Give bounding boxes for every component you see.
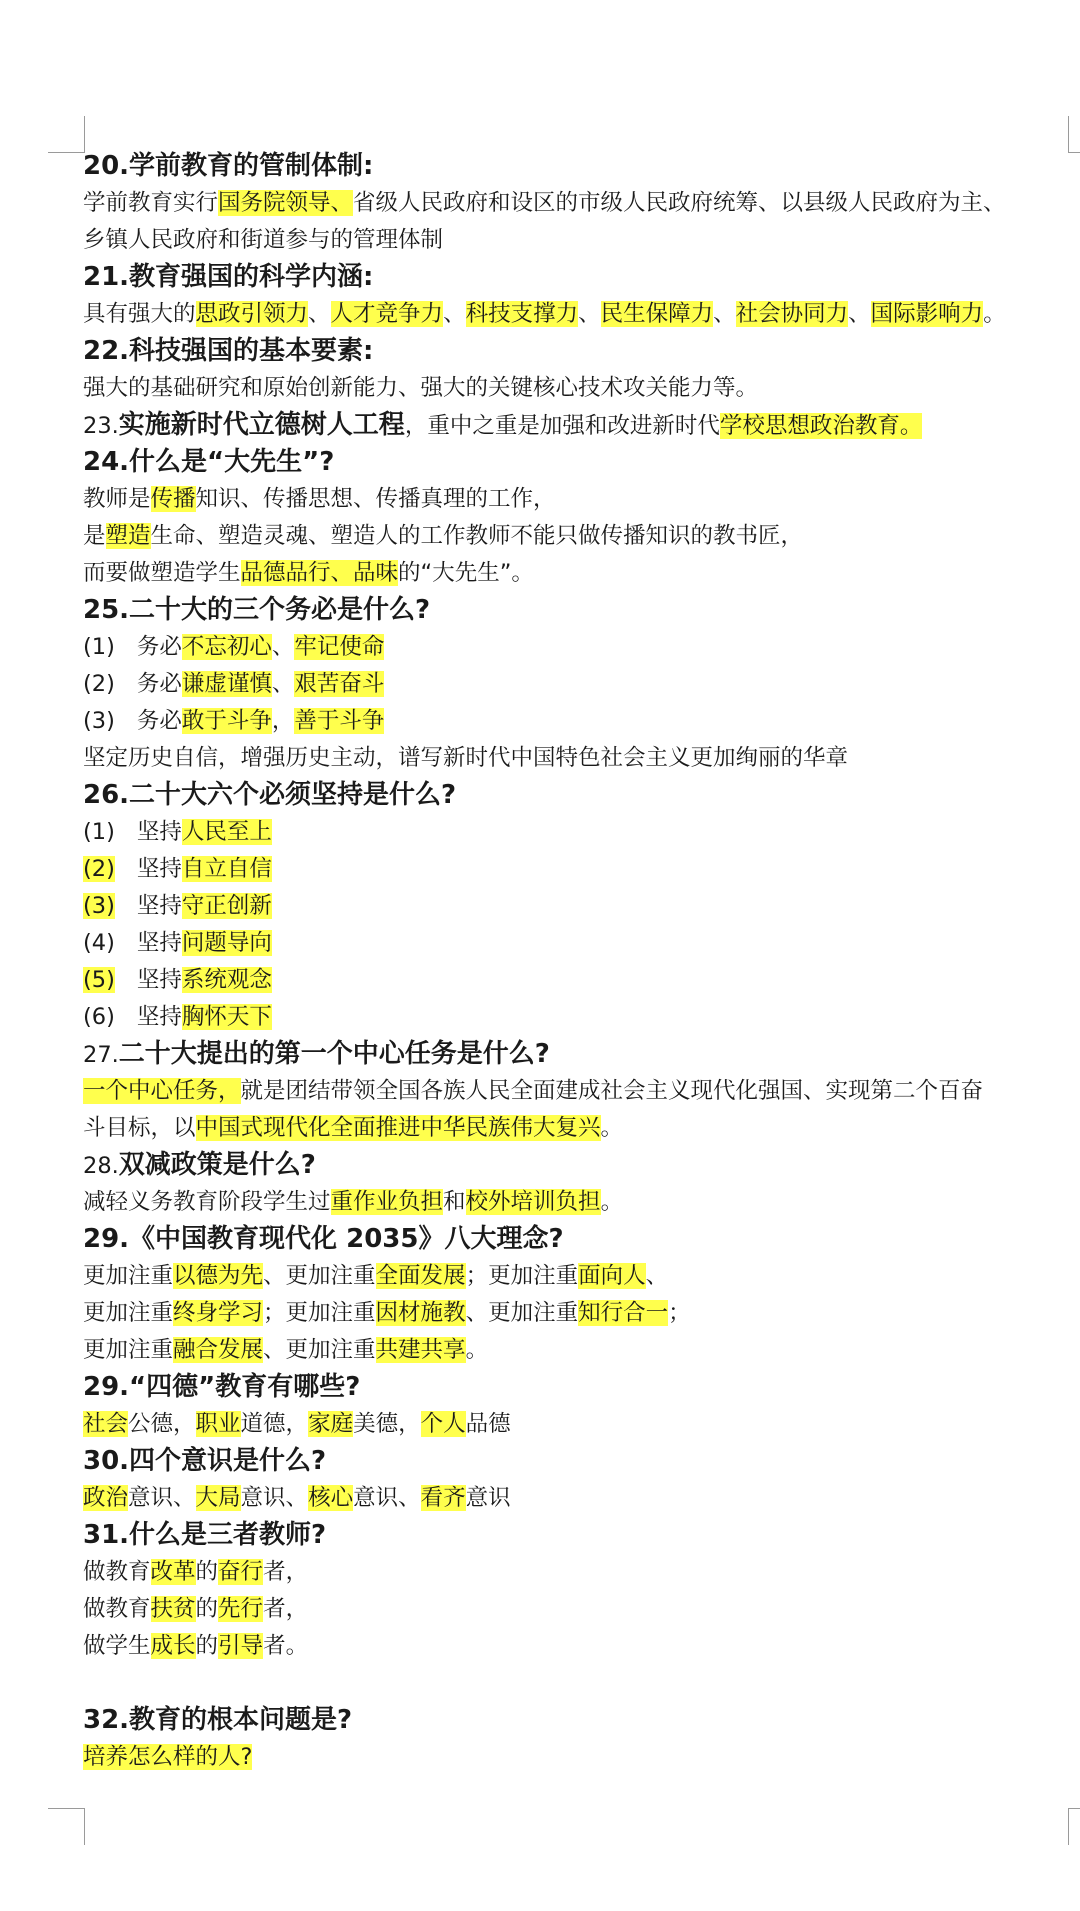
highlighted-text: 引导 [218, 1633, 264, 1659]
highlighted-text: 校外培训负担 [465, 1189, 601, 1215]
text-segment: 的 [195, 1596, 219, 1622]
highlighted-text: 人民至上 [181, 819, 272, 845]
text-segment: 具有强大的 [83, 301, 196, 327]
section-heading [83, 148, 1075, 185]
text-segment: 坚持 [136, 967, 182, 993]
text-segment: 25.二十大的三个务必是什么? [83, 595, 431, 625]
highlighted-text: 社会协同力 [735, 301, 849, 327]
highlighted-text: 思政引领力 [195, 301, 309, 327]
highlighted-text: 先行 [218, 1596, 264, 1622]
text-segment: 道德， [240, 1411, 309, 1437]
text-segment: 者， [263, 1559, 309, 1585]
section-heading [83, 333, 1075, 370]
highlighted-text: 政治 [83, 1485, 129, 1511]
text-segment: 坚持 [136, 893, 182, 919]
text-segment: 知识、传播思想、传播真理的工作， [195, 486, 556, 512]
text-segment: 、更加注重 [263, 1263, 376, 1289]
blank-line [83, 1665, 1075, 1702]
highlighted-text: 品德品行、品味 [240, 560, 399, 586]
text-segment: 意识、 [353, 1485, 421, 1511]
highlighted-text: 敢于斗争 [181, 708, 272, 734]
text-segment: ；更加注重 [465, 1263, 579, 1289]
text-segment: 斗目标，以 [83, 1115, 196, 1141]
text-line [83, 962, 1075, 999]
text-line [83, 1295, 1075, 1332]
highlighted-text: 个人 [420, 1411, 466, 1437]
text-segment: 29.“四德”教育有哪些? [83, 1372, 361, 1402]
text-segment: 者。 [263, 1633, 309, 1659]
text-segment: (6) [83, 1004, 115, 1030]
highlighted-text: 奋行 [218, 1559, 264, 1585]
highlighted-text: 共建共享 [375, 1337, 466, 1363]
text-segment: 更加注重 [83, 1337, 174, 1363]
text-segment: 意识 [465, 1485, 511, 1511]
text-segment: 32.教育的根本问题是? [83, 1705, 353, 1735]
text-segment: 28. [83, 1153, 119, 1179]
text-segment: 做教育 [83, 1596, 151, 1622]
text-line [83, 999, 1075, 1036]
highlighted-text: 国务院领导 [218, 190, 331, 216]
text-segment: 30.四个意识是什么? [83, 1446, 327, 1476]
text-segment: 。 [600, 1189, 624, 1215]
text-line [83, 1628, 1075, 1665]
text-line [83, 629, 1075, 666]
text-segment: ，重中之重是加强和改进新时代 [404, 413, 720, 439]
text-segment: 更加注重 [83, 1300, 174, 1326]
text-segment: 。 [465, 1337, 489, 1363]
text-segment: 生命、塑造灵魂、塑造人的工作教师不能只做传播知识的教书匠， [150, 523, 804, 549]
text-line [83, 1110, 1075, 1147]
page-corner-top-left [48, 116, 85, 153]
text-line [83, 740, 1075, 777]
section-heading [83, 444, 1075, 481]
text-segment: 而要做塑造学生 [83, 560, 241, 586]
text-segment: 坚持 [136, 856, 182, 882]
section-heading [83, 592, 1075, 629]
text-segment: 的“大先生”。 [398, 560, 534, 586]
text-segment: 就是团结带领全国各族人民全面建成社会主义现代化强国、实现第二个百奋 [240, 1078, 984, 1104]
text-segment: 强大的基础研究和原始创新能力、强大的关键核心技术攻关能力等。 [83, 375, 759, 401]
text-segment: 美德， [353, 1411, 421, 1437]
text-line [83, 666, 1075, 703]
text-line [83, 407, 1075, 444]
text-segment: (1) [83, 634, 115, 660]
text-line [83, 1739, 1075, 1776]
text-segment: 29.《中国教育现代化 2035》八大理念? [83, 1224, 564, 1254]
text-segment: ， [271, 708, 295, 734]
text-segment: 27. [83, 1042, 119, 1068]
text-line [83, 1184, 1075, 1221]
text-segment: 坚持 [136, 930, 182, 956]
text-segment: 、 [443, 301, 466, 327]
text-segment: 者， [263, 1596, 309, 1622]
section-heading [83, 1443, 1075, 1480]
highlighted-text: 改革 [150, 1559, 196, 1585]
text-segment: (1) [83, 819, 115, 845]
text-line [83, 1147, 1075, 1184]
text-segment: 意识、 [128, 1485, 196, 1511]
text-segment: 、 [578, 301, 601, 327]
highlighted-text: 核心 [308, 1485, 354, 1511]
text-line [83, 222, 1075, 259]
highlighted-text: 全面发展 [375, 1263, 466, 1289]
text-segment: 、 [308, 301, 331, 327]
text-segment: 、更加注重 [263, 1337, 376, 1363]
document-body [83, 148, 1075, 1776]
text-segment: (2) [83, 671, 115, 697]
text-segment: 22.科技强国的基本要素: [83, 336, 374, 366]
text-segment: 是 [83, 523, 106, 549]
highlighted-text: 、 [330, 190, 354, 216]
text-segment: (4) [83, 930, 115, 956]
text-segment: 。 [600, 1115, 624, 1141]
text-segment: 公德， [128, 1411, 196, 1437]
highlighted-text: 职业 [195, 1411, 241, 1437]
highlighted-text: 重作业负担 [330, 1189, 444, 1215]
text-segment: 23. [83, 413, 119, 439]
section-heading [83, 777, 1075, 814]
text-segment: 20.学前教育的管制体制: [83, 151, 374, 181]
text-line [83, 481, 1075, 518]
highlighted-text: 以德为先 [173, 1263, 264, 1289]
highlighted-text: 系统观念 [181, 967, 272, 993]
text-segment: 意识、 [240, 1485, 309, 1511]
highlighted-text: (5) [83, 967, 115, 993]
highlighted-text: 知行合一 [578, 1300, 669, 1326]
highlighted-text: 守正创新 [181, 893, 272, 919]
highlighted-text: 培养怎么样的人? [83, 1744, 253, 1770]
highlighted-text: 牢记使命 [294, 634, 385, 660]
text-segment: 乡镇人民政府和街道参与的管理体制 [83, 227, 444, 253]
highlighted-text: 一个中心任务， [83, 1078, 241, 1104]
page-corner-bottom-left [48, 1808, 85, 1845]
text-segment: 、 [713, 301, 736, 327]
text-segment: 品德 [465, 1411, 511, 1437]
highlighted-text: 学校思想政治教育。 [719, 413, 923, 439]
text-segment: 21.教育强国的科学内涵: [83, 262, 374, 292]
highlighted-text: 科技支撑力 [465, 301, 579, 327]
highlighted-text: 大局 [195, 1485, 241, 1511]
text-segment: ； [668, 1300, 691, 1326]
text-line [83, 370, 1075, 407]
highlighted-text: 塑造 [105, 523, 151, 549]
text-segment: 26.二十大六个必须坚持是什么? [83, 780, 457, 810]
text-line [83, 1036, 1075, 1073]
text-segment: 24.什么是“大先生”? [83, 447, 335, 477]
text-segment: 、更加注重 [465, 1300, 579, 1326]
highlighted-text: 终身学习 [173, 1300, 264, 1326]
text-segment: 双减政策是什么? [118, 1150, 316, 1180]
text-line [83, 1554, 1075, 1591]
text-line [83, 703, 1075, 740]
text-line [83, 1073, 1075, 1110]
text-line [83, 555, 1075, 592]
text-segment: 二十大提出的第一个中心任务是什么? [118, 1039, 550, 1069]
text-segment: 。 [983, 301, 1006, 327]
section-heading [83, 1221, 1075, 1258]
text-segment: 做学生 [83, 1633, 151, 1659]
highlighted-text: 因材施教 [375, 1300, 466, 1326]
highlighted-text: 中国式现代化全面推进中华民族伟大复兴 [195, 1115, 601, 1141]
highlighted-text: 国际影响力 [870, 301, 984, 327]
highlighted-text: 传播 [150, 486, 196, 512]
highlighted-text: (2) [83, 856, 115, 882]
text-segment: ；更加注重 [263, 1300, 376, 1326]
text-segment: (3) [83, 708, 115, 734]
text-segment: 、 [848, 301, 871, 327]
text-segment: 、 [645, 1263, 669, 1289]
text-segment: 坚持 [136, 1004, 182, 1030]
highlighted-text: 社会 [83, 1411, 129, 1437]
highlighted-text: 家庭 [308, 1411, 354, 1437]
highlighted-text: 自立自信 [181, 856, 272, 882]
highlighted-text: (3) [83, 893, 115, 919]
highlighted-text: 人才竞争力 [330, 301, 444, 327]
page-corner-bottom-right [1068, 1808, 1080, 1845]
text-segment: 坚定历史自信，增强历史主动，谱写新时代中国特色社会主义更加绚丽的华章 [83, 745, 849, 771]
text-line [83, 1480, 1075, 1517]
highlighted-text: 融合发展 [173, 1337, 264, 1363]
text-segment: 的 [195, 1633, 219, 1659]
highlighted-text: 看齐 [420, 1485, 466, 1511]
highlighted-text: 面向人 [578, 1263, 646, 1289]
highlighted-text: 谦虚谨慎 [181, 671, 272, 697]
highlighted-text: 成长 [150, 1633, 196, 1659]
highlighted-text: 善于斗争 [294, 708, 385, 734]
section-heading [83, 1702, 1075, 1739]
text-line [83, 1258, 1075, 1295]
text-segment: 更加注重 [83, 1263, 174, 1289]
text-segment: 、 [271, 634, 295, 660]
highlighted-text: 扶贫 [150, 1596, 196, 1622]
text-line [83, 1406, 1075, 1443]
section-heading [83, 1517, 1075, 1554]
text-segment: 减轻义务教育阶段学生过 [83, 1189, 331, 1215]
text-segment: 务必 [136, 634, 182, 660]
text-line [83, 851, 1075, 888]
text-segment: 坚持 [136, 819, 182, 845]
section-heading [83, 1369, 1075, 1406]
text-segment: 和 [443, 1189, 466, 1215]
section-heading [83, 259, 1075, 296]
highlighted-text: 胸怀天下 [181, 1004, 272, 1030]
text-line [83, 1591, 1075, 1628]
text-line [83, 814, 1075, 851]
text-segment: 省级人民政府和设区的市级人民政府统筹、以县级人民政府为主、 [353, 190, 1006, 216]
text-segment: 务必 [136, 708, 182, 734]
text-segment: 务必 [136, 671, 182, 697]
text-line [83, 1332, 1075, 1369]
highlighted-text: 民生保障力 [600, 301, 714, 327]
text-segment: 31.什么是三者教师? [83, 1520, 327, 1550]
text-line [83, 296, 1075, 333]
text-segment: 做教育 [83, 1559, 151, 1585]
text-line [83, 925, 1075, 962]
text-segment: 实施新时代立德树人工程 [118, 410, 405, 440]
text-line [83, 888, 1075, 925]
highlighted-text: 不忘初心 [181, 634, 272, 660]
text-line [83, 185, 1075, 222]
highlighted-text: 问题导向 [181, 930, 272, 956]
text-segment: 的 [195, 1559, 219, 1585]
highlighted-text: 艰苦奋斗 [294, 671, 385, 697]
text-segment: 教师是 [83, 486, 151, 512]
text-segment: 学前教育实行 [83, 190, 219, 216]
text-segment: 、 [271, 671, 295, 697]
text-line [83, 518, 1075, 555]
